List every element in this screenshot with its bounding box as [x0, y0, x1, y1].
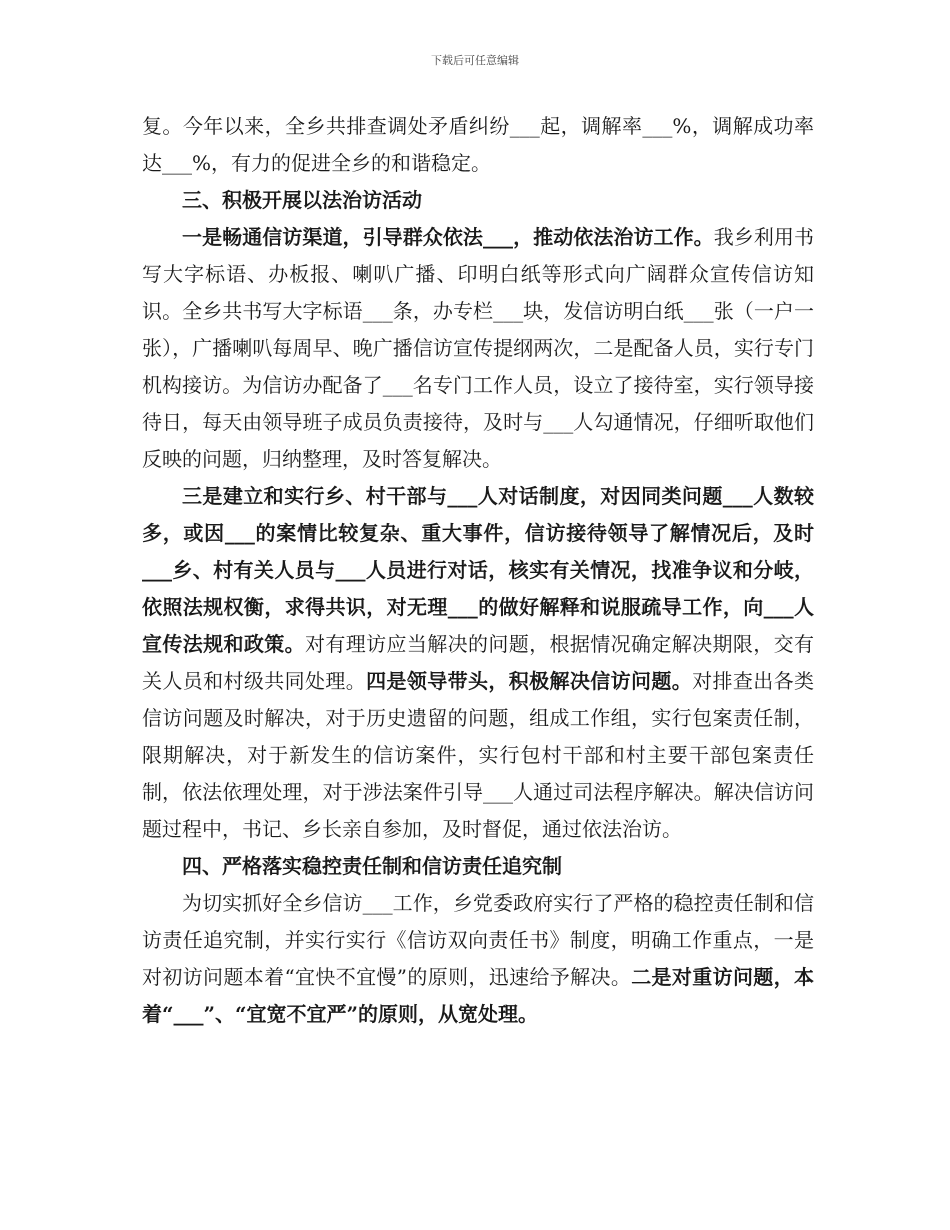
paragraph-channels — [142, 219, 814, 478]
document-body — [142, 108, 814, 1033]
text-run: 复。今年以来，全乡共排查调处矛盾纠纷___起，调解率___%，调解成功率达___%，有力的促进全乡的和谐稳定。 — [142, 114, 814, 175]
paragraph-dialogue-system — [142, 478, 814, 848]
section-heading-4 — [142, 848, 814, 885]
text-run: 对排查出各类信访问题及时解决，对于历史遗留的问题，组成工作组，实行包案责任制，限期解决，对于新发生的信访案件，实行包村干部和村主要干部包案责任制，依法依理处理，对于涉法案件引导___人通过司法程序解决。解决信访问题过程中，书记、乡长亲自参加，及时督促，通过依法治访。 — [142, 669, 814, 841]
bold-run: 三是建立和实行乡、村干部与___人对话制度，对因同类问题___人数较多，或因___的案情比较复杂、重大事件，信访接待领导了解情况后，及时___乡、村有关人员与___人员进行对话，核实有关情况，找准争议和分岐，依照法规权衡，求得共识，对无理___的做好解释和说服疏导工作，向___人宣传法规和政策。 — [142, 484, 814, 656]
bold-run: 一是畅通信访渠道，引导群众依法___，推动依法治访工作。 — [182, 225, 714, 249]
heading-text: 三、积极开展以法治访活动 — [182, 188, 422, 212]
paragraph-continuation — [142, 108, 814, 182]
text-run: 对有理访应当解决的问题，根据情况确定解决期限，交有关人员和村级共同处理。 — [142, 632, 814, 693]
text-run: 我乡利用书写大字标语、办板报、喇叭广播、印明白纸等形式向广阔群众宣传信访知识。全乡共书写大字标语___条，办专栏___块，发信访明白纸___张（一户一张），广播喇叭每周早、晚广播信访宣传提纲两次，二是配备人员，实行专门机构接访。为信访办配备了___名专门工作人员，设立了接待室，实行领导接待日，每天由领导班子成员负责接待，及时与___人勾通情况，仔细听取他们反映的问题，归纳整理，及时答复解决。 — [142, 225, 815, 471]
bold-run: 二是对重访问题，本着“___”、“宜宽不宜严”的原则，从宽处理。 — [142, 965, 815, 1026]
heading-text: 四、严格落实稳控责任制和信访责任追究制 — [182, 854, 562, 878]
bold-run: 四是领导带头，积极解决信访问题。 — [366, 669, 693, 693]
paragraph-responsibility — [142, 885, 814, 1033]
page-header: 下载后可任意编辑 — [431, 54, 519, 67]
text-run: 为切实抓好全乡信访___工作，乡党委政府实行了严格的稳控责任制和信访责任追究制，并实行实行《信访双向责任书》制度，明确工作重点，一是对初访问题本着“宜快不宜慢”的原则，迅速给予解决。 — [142, 891, 814, 989]
section-heading-3 — [142, 182, 814, 219]
